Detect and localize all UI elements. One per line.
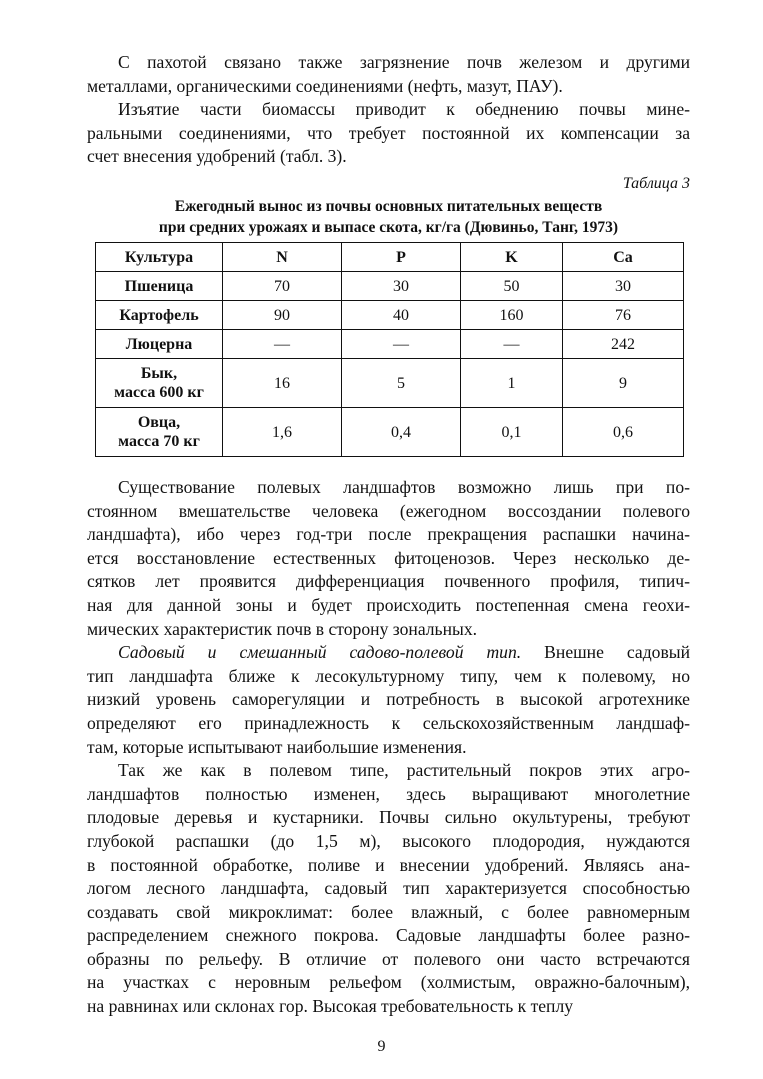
- text-segment: тип ландшафта ближе к лесокультурному типу, чем к полевому, но: [87, 665, 690, 686]
- text-segment: Внешне садовый: [521, 642, 690, 663]
- body-text: [87, 476, 690, 1019]
- text-segment: определяют его принадлежность к сельскохозяйственным ландшаф-: [87, 712, 690, 733]
- column-header: N: [223, 243, 342, 272]
- table-row: [96, 330, 684, 359]
- table-row: [96, 359, 684, 408]
- table-title-line: Ежегодный вынос из почвы основных питательных веществ: [174, 198, 603, 215]
- table-cell: 50: [461, 272, 563, 301]
- text-line: [87, 618, 690, 642]
- row-name-line: масса 600 кг: [114, 384, 204, 401]
- column-header: Ca: [563, 243, 684, 272]
- text-line: [87, 476, 690, 500]
- text-line: [87, 948, 690, 972]
- row-name-line: Бык,: [140, 365, 178, 382]
- table-row: [96, 301, 684, 330]
- column-header: Культура: [96, 243, 223, 272]
- text-line: [87, 688, 690, 712]
- column-header: K: [461, 243, 563, 272]
- table-label: Таблица 3: [622, 175, 690, 192]
- text-segment: низкий уровень саморегуляции и потребность в высокой агротехнике: [87, 689, 690, 710]
- table-cell: 9: [563, 359, 684, 408]
- text-segment: плодовые деревья и кустарники. Почвы сильно окультурены, требуют: [87, 807, 690, 828]
- text-line: [87, 806, 690, 830]
- table-cell: 1,6: [223, 408, 342, 457]
- row-name-line: Картофель: [119, 306, 199, 324]
- row-name-line: Овца,: [137, 414, 181, 431]
- page-number: 9: [377, 1038, 386, 1055]
- text-line: [87, 971, 690, 995]
- text-line: [87, 854, 690, 878]
- table-cell: 242: [563, 330, 684, 359]
- text-line: ральными соединениями, что требует постоянной их компенсации за: [87, 122, 690, 143]
- table-cell: 90: [223, 301, 342, 330]
- text-line: [87, 995, 690, 1019]
- text-line: [87, 877, 690, 901]
- text-segment: в постоянной обработке, поливе и внесении удобрений. Являясь ана-: [87, 854, 690, 875]
- table-title-line: при средних урожаях и выпасе скота, кг/га (Дювиньо, Танг, 1973): [158, 219, 619, 236]
- row-name: [96, 359, 223, 408]
- text-segment: Так же как в полевом типе, растительный покров этих агро-: [118, 760, 690, 781]
- text-segment: образны по рельефу. В отличие от полевого они часто встречаются: [87, 948, 690, 969]
- text-line: металлами, органическими соединениями (нефть, мазут, ПАУ).: [87, 75, 563, 96]
- text-line: [87, 712, 690, 736]
- text-segment: ная для данной зоны и будет происходить постепенная смена геохи-: [87, 594, 690, 615]
- row-name: [96, 272, 223, 301]
- text-line: счет внесения удобрений (табл. 3).: [87, 146, 347, 167]
- table-row: [96, 272, 684, 301]
- table-header-row: [96, 243, 684, 272]
- row-name-line: Пшеница: [124, 277, 194, 295]
- table-cell: 0,4: [342, 408, 461, 457]
- table-cell: 76: [563, 301, 684, 330]
- table-cell: 0,6: [563, 408, 684, 457]
- table-cell: 40: [342, 301, 461, 330]
- text-segment: стоянном вмешательстве человека (ежегодном воссоздании полевого: [87, 500, 690, 521]
- table-title: [87, 196, 690, 238]
- text-line: [87, 500, 690, 524]
- table-cell: 30: [563, 272, 684, 301]
- nutrient-table: [95, 242, 684, 457]
- text-segment: распределением снежного покрова. Садовые ландшафты более разно-: [87, 925, 690, 946]
- row-name-line: масса 70 кг: [118, 433, 200, 450]
- row-name-line: Люцерна: [125, 335, 193, 353]
- text-segment: там, которые испытывают наибольшие изменения.: [87, 736, 467, 757]
- text-line: [87, 523, 690, 547]
- table-row: [96, 408, 684, 457]
- text-segment: глубокой распашки (до 1,5 м), высокого плодородия, нуждаются: [87, 830, 690, 851]
- italic-heading: Садовый и смешанный садово-полевой тип.: [118, 642, 522, 663]
- table-cell: —: [223, 330, 342, 359]
- row-name: [96, 301, 223, 330]
- column-header: P: [342, 243, 461, 272]
- text-line: [87, 783, 690, 807]
- intro-text: [87, 51, 690, 169]
- text-line: [87, 665, 690, 689]
- table-cell: 160: [461, 301, 563, 330]
- table-cell: 0,1: [461, 408, 563, 457]
- table-cell: 16: [223, 359, 342, 408]
- text-segment: ландшафтов полностью изменен, здесь выращивают многолетние: [87, 783, 690, 804]
- table-cell: —: [342, 330, 461, 359]
- text-segment: создавать свой микроклимат: более влажный, с более равномерным: [87, 901, 690, 922]
- text-line: [87, 594, 690, 618]
- text-line: С пахотой связано также загрязнение почв железом и другими: [118, 52, 690, 72]
- table-cell: 1: [461, 359, 563, 408]
- text-segment: ландшафта), ибо через год-три после прекращения распашки начина-: [87, 524, 690, 545]
- text-line: [87, 759, 690, 783]
- text-line: [87, 570, 690, 594]
- text-line: Изъятие части биомассы приводит к обеднению почвы мине-: [118, 99, 690, 120]
- table-cell: 5: [342, 359, 461, 408]
- text-line: [87, 547, 690, 571]
- text-line: [87, 924, 690, 948]
- text-line: [87, 736, 690, 760]
- text-segment: сятков лет проявится дифференциация почвенного профиля, типич-: [87, 571, 690, 592]
- text-segment: на участках с неровным рельефом (холмистым, овражно-балочным),: [87, 972, 690, 993]
- text-segment: ется восстановление естественных фитоценозов. Через несколько де-: [87, 547, 690, 568]
- table-cell: 70: [223, 272, 342, 301]
- text-segment: логом лесного ландшафта, садовый тип характеризуется способностью: [87, 878, 690, 899]
- row-name: [96, 408, 223, 457]
- text-line: [87, 641, 690, 665]
- row-name: [96, 330, 223, 359]
- text-line: [87, 830, 690, 854]
- text-segment: на равнинах или склонах гор. Высокая требовательность к теплу: [87, 996, 574, 1017]
- table-cell: 30: [342, 272, 461, 301]
- text-segment: мических характеристик почв в сторону зональных.: [87, 618, 478, 639]
- text-line: [87, 901, 690, 925]
- table-cell: —: [461, 330, 563, 359]
- text-segment: Существование полевых ландшафтов возможно лишь при по-: [118, 477, 690, 497]
